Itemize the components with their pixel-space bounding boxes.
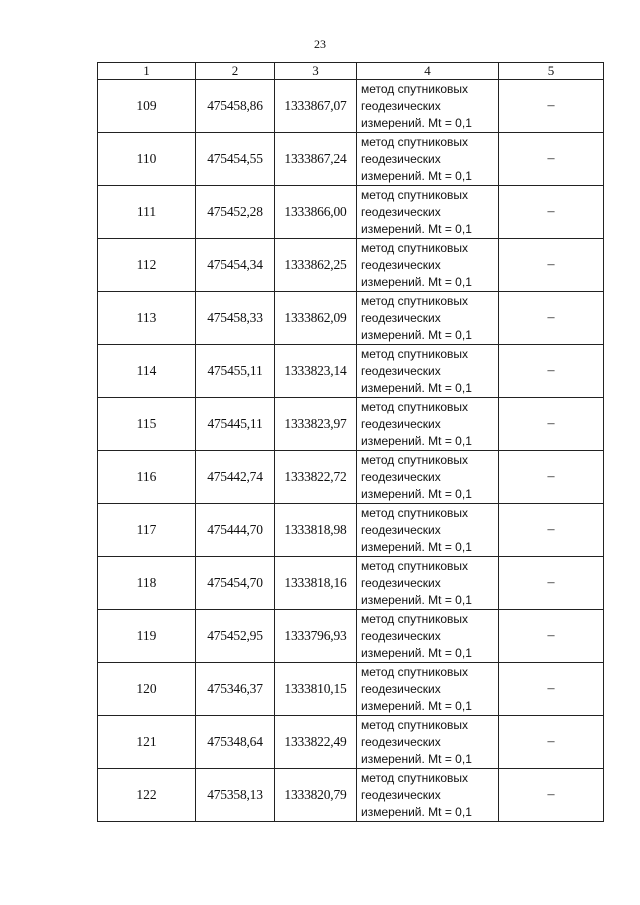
method-cell [357, 186, 499, 239]
method-cell [357, 398, 499, 451]
point-number-cell: 113 [98, 292, 196, 345]
method-line: измерений. Mt = 0,1 [361, 804, 472, 819]
y-coordinate-cell: 1333867,07 [275, 80, 357, 133]
note-cell: – [499, 610, 604, 663]
x-coordinate-cell: 475358,13 [196, 769, 275, 822]
note-cell: – [499, 239, 604, 292]
method-cell [357, 769, 499, 822]
method-line: измерений. Mt = 0,1 [361, 168, 472, 183]
y-coordinate-cell: 1333823,14 [275, 345, 357, 398]
note-cell: – [499, 663, 604, 716]
x-coordinate-cell: 475458,33 [196, 292, 275, 345]
method-line: измерений. Mt = 0,1 [361, 274, 472, 289]
method-line: метод спутниковых [361, 505, 469, 520]
method-line: геодезических [361, 416, 441, 431]
method-cell [357, 610, 499, 663]
point-number-cell: 120 [98, 663, 196, 716]
method-cell [357, 451, 499, 504]
y-coordinate-cell: 1333796,93 [275, 610, 357, 663]
point-number-cell: 118 [98, 557, 196, 610]
method-line: метод спутниковых [361, 717, 469, 732]
method-line: геодезических [361, 204, 441, 219]
method-cell [357, 345, 499, 398]
method-cell [357, 239, 499, 292]
note-cell: – [499, 557, 604, 610]
x-coordinate-cell: 475455,11 [196, 345, 275, 398]
x-coordinate-cell: 475452,95 [196, 610, 275, 663]
method-line: измерений. Mt = 0,1 [361, 327, 472, 342]
point-number-cell: 119 [98, 610, 196, 663]
point-number-cell: 121 [98, 716, 196, 769]
method-line: измерений. Mt = 0,1 [361, 592, 472, 607]
method-cell [357, 292, 499, 345]
x-coordinate-cell: 475454,55 [196, 133, 275, 186]
point-number-cell: 110 [98, 133, 196, 186]
method-line: метод спутниковых [361, 346, 469, 361]
point-number-cell: 115 [98, 398, 196, 451]
method-line: геодезических [361, 787, 441, 802]
method-line: метод спутниковых [361, 664, 469, 679]
method-line: измерений. Mt = 0,1 [361, 698, 472, 713]
note-cell: – [499, 133, 604, 186]
x-coordinate-cell: 475348,64 [196, 716, 275, 769]
point-number-cell: 116 [98, 451, 196, 504]
table-row [98, 557, 604, 610]
table-body [98, 80, 604, 822]
note-cell: – [499, 80, 604, 133]
x-coordinate-cell: 475454,34 [196, 239, 275, 292]
method-cell [357, 557, 499, 610]
table-row [98, 345, 604, 398]
table-row [98, 769, 604, 822]
x-coordinate-cell: 475442,74 [196, 451, 275, 504]
x-coordinate-cell: 475458,86 [196, 80, 275, 133]
page-number: 23 [314, 37, 326, 51]
method-line: измерений. Mt = 0,1 [361, 115, 472, 130]
x-coordinate-cell: 475444,70 [196, 504, 275, 557]
method-line: метод спутниковых [361, 399, 469, 414]
method-line: метод спутниковых [361, 187, 469, 202]
point-number-cell: 122 [98, 769, 196, 822]
method-line: измерений. Mt = 0,1 [361, 486, 472, 501]
y-coordinate-cell: 1333818,16 [275, 557, 357, 610]
point-number-cell: 114 [98, 345, 196, 398]
method-line: геодезических [361, 363, 441, 378]
x-coordinate-cell: 475452,28 [196, 186, 275, 239]
table-row [98, 80, 604, 133]
coordinates-table [97, 62, 604, 822]
point-number-cell: 117 [98, 504, 196, 557]
method-line: метод спутниковых [361, 293, 469, 308]
method-line: метод спутниковых [361, 611, 469, 626]
column-header: 5 [499, 63, 604, 80]
method-line: геодезических [361, 681, 441, 696]
note-cell: – [499, 716, 604, 769]
method-line: измерений. Mt = 0,1 [361, 645, 472, 660]
method-line: метод спутниковых [361, 452, 469, 467]
method-line: метод спутниковых [361, 240, 469, 255]
column-header: 4 [357, 63, 499, 80]
method-line: геодезических [361, 310, 441, 325]
method-line: геодезических [361, 734, 441, 749]
method-line: метод спутниковых [361, 558, 469, 573]
note-cell: – [499, 292, 604, 345]
column-header: 1 [98, 63, 196, 80]
table-row [98, 451, 604, 504]
x-coordinate-cell: 475445,11 [196, 398, 275, 451]
table-row [98, 504, 604, 557]
y-coordinate-cell: 1333810,15 [275, 663, 357, 716]
method-line: геодезических [361, 575, 441, 590]
method-line: геодезических [361, 628, 441, 643]
note-cell: – [499, 186, 604, 239]
method-line: геодезических [361, 98, 441, 113]
y-coordinate-cell: 1333822,72 [275, 451, 357, 504]
method-line: метод спутниковых [361, 134, 469, 149]
y-coordinate-cell: 1333820,79 [275, 769, 357, 822]
note-cell: – [499, 345, 604, 398]
table-row [98, 292, 604, 345]
method-line: измерений. Mt = 0,1 [361, 433, 472, 448]
y-coordinate-cell: 1333818,98 [275, 504, 357, 557]
y-coordinate-cell: 1333822,49 [275, 716, 357, 769]
y-coordinate-cell: 1333862,25 [275, 239, 357, 292]
method-line: измерений. Mt = 0,1 [361, 380, 472, 395]
column-header: 2 [196, 63, 275, 80]
method-cell [357, 80, 499, 133]
table-row [98, 186, 604, 239]
table-row [98, 716, 604, 769]
table-header-row [98, 63, 604, 80]
table-row [98, 610, 604, 663]
y-coordinate-cell: 1333862,09 [275, 292, 357, 345]
method-line: измерений. Mt = 0,1 [361, 539, 472, 554]
note-cell: – [499, 769, 604, 822]
x-coordinate-cell: 475454,70 [196, 557, 275, 610]
method-line: метод спутниковых [361, 770, 469, 785]
table-row [98, 398, 604, 451]
y-coordinate-cell: 1333867,24 [275, 133, 357, 186]
method-cell [357, 716, 499, 769]
x-coordinate-cell: 475346,37 [196, 663, 275, 716]
method-line: геодезических [361, 522, 441, 537]
method-cell [357, 663, 499, 716]
method-line: геодезических [361, 469, 441, 484]
y-coordinate-cell: 1333823,97 [275, 398, 357, 451]
method-line: измерений. Mt = 0,1 [361, 751, 472, 766]
method-line: геодезических [361, 151, 441, 166]
method-line: метод спутниковых [361, 81, 469, 96]
note-cell: – [499, 504, 604, 557]
y-coordinate-cell: 1333866,00 [275, 186, 357, 239]
point-number-cell: 111 [98, 186, 196, 239]
point-number-cell: 109 [98, 80, 196, 133]
note-cell: – [499, 398, 604, 451]
table-row [98, 663, 604, 716]
table-row [98, 133, 604, 186]
table-row [98, 239, 604, 292]
method-cell [357, 504, 499, 557]
method-line: геодезических [361, 257, 441, 272]
note-cell: – [499, 451, 604, 504]
point-number-cell: 112 [98, 239, 196, 292]
method-cell [357, 133, 499, 186]
method-line: измерений. Mt = 0,1 [361, 221, 472, 236]
column-header: 3 [275, 63, 357, 80]
